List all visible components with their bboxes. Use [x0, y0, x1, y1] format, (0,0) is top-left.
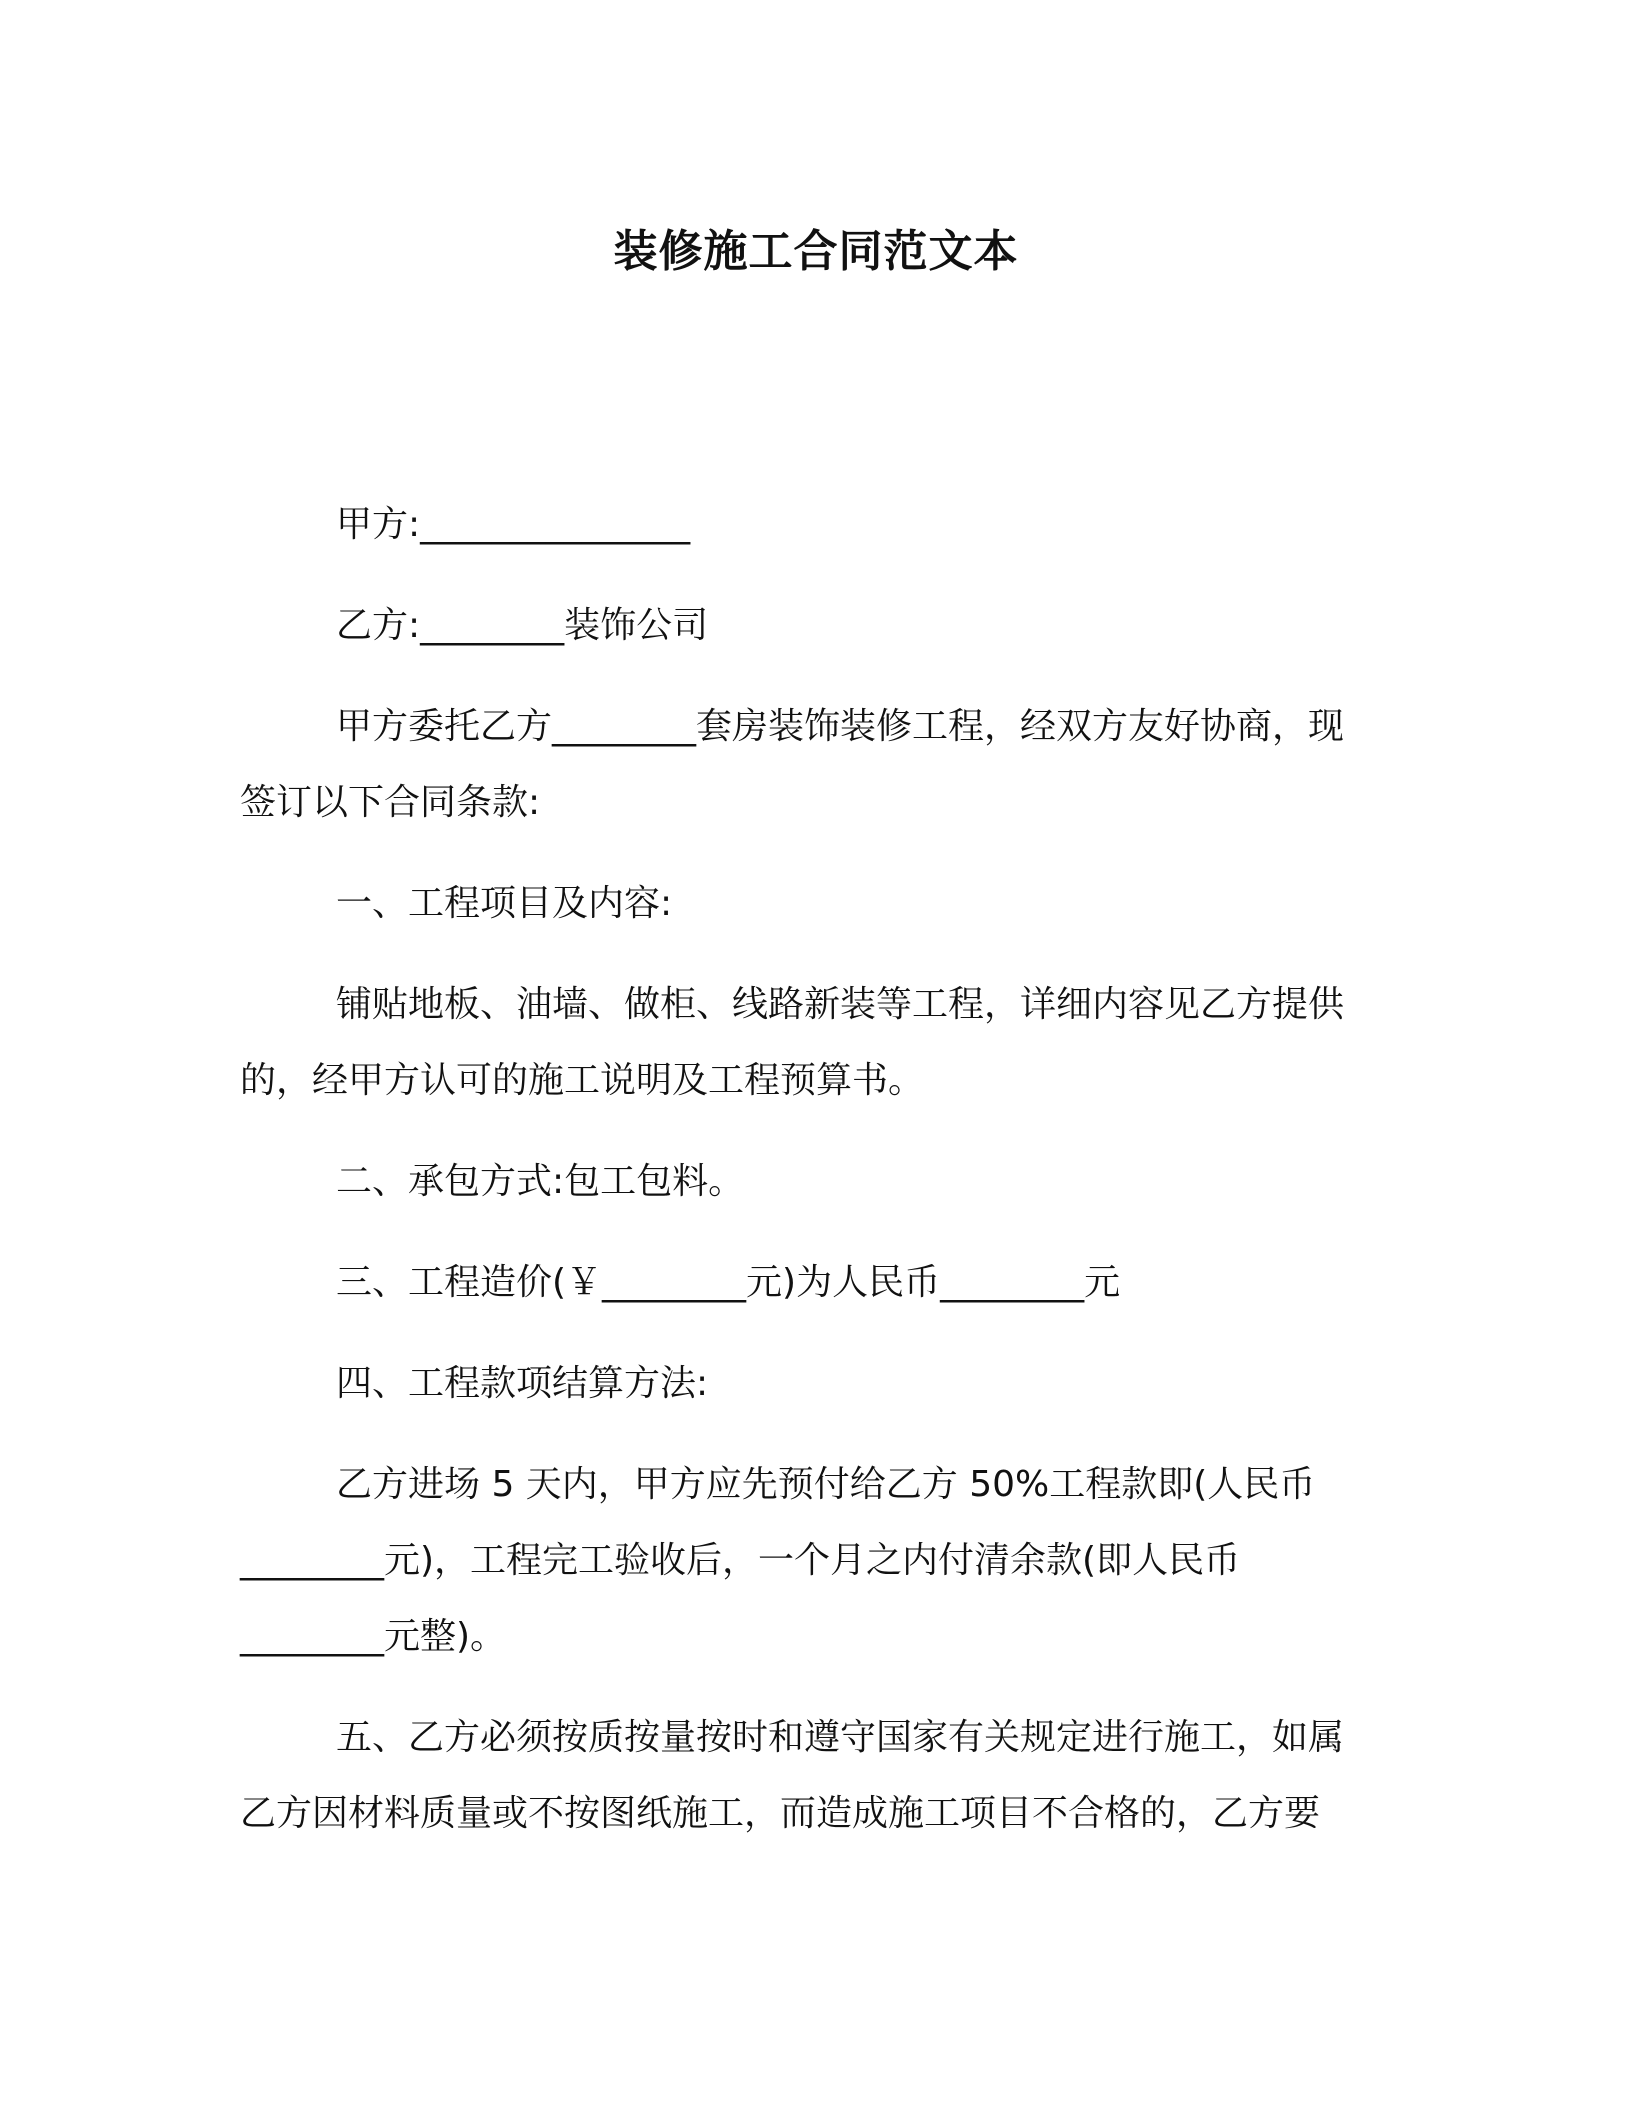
- intro-line-1: 甲方委托乙方________套房装饰装修工程，经双方友好协商，现: [336, 706, 1345, 747]
- section-4-body: [240, 1447, 1390, 1675]
- section-5: [240, 1700, 1390, 1852]
- section-1-line-2: 的，经甲方认可的施工说明及工程预算书。: [240, 1060, 925, 1101]
- party-b-line: 乙方:________装饰公司: [336, 605, 709, 646]
- section-4-line-1: 乙方进场 5 天内，甲方应先预付给乙方 50%工程款即(人民币: [336, 1464, 1316, 1505]
- section-4-line-3: ________元整)。: [240, 1616, 507, 1657]
- section-5-line-2: 乙方因材料质量或不按图纸施工，而造成施工项目不合格的，乙方要: [240, 1793, 1321, 1834]
- section-4-line-2: ________元)，工程完工验收后，一个月之内付清余款(即人民币: [240, 1540, 1241, 1581]
- intro-line-2: 签订以下合同条款:: [240, 782, 541, 823]
- section-2: 二、承包方式:包工包料。: [336, 1161, 745, 1202]
- document-title: 装修施工合同范文本: [613, 226, 1019, 277]
- section-1-line-1: 铺贴地板、油墙、做柜、线路新装等工程，详细内容见乙方提供: [336, 984, 1345, 1025]
- intro-paragraph: [240, 689, 1390, 841]
- party-a-line: 甲方:_______________: [336, 504, 691, 545]
- section-3: 三、工程造价(￥________元)为人民币________元: [336, 1262, 1121, 1303]
- section-4-heading: 四、工程款项结算方法:: [336, 1363, 709, 1404]
- section-1-heading: 一、工程项目及内容:: [336, 883, 673, 924]
- section-5-line-1: 五、乙方必须按质按量按时和遵守国家有关规定进行施工，如属: [336, 1717, 1345, 1758]
- section-1-body: [240, 967, 1390, 1119]
